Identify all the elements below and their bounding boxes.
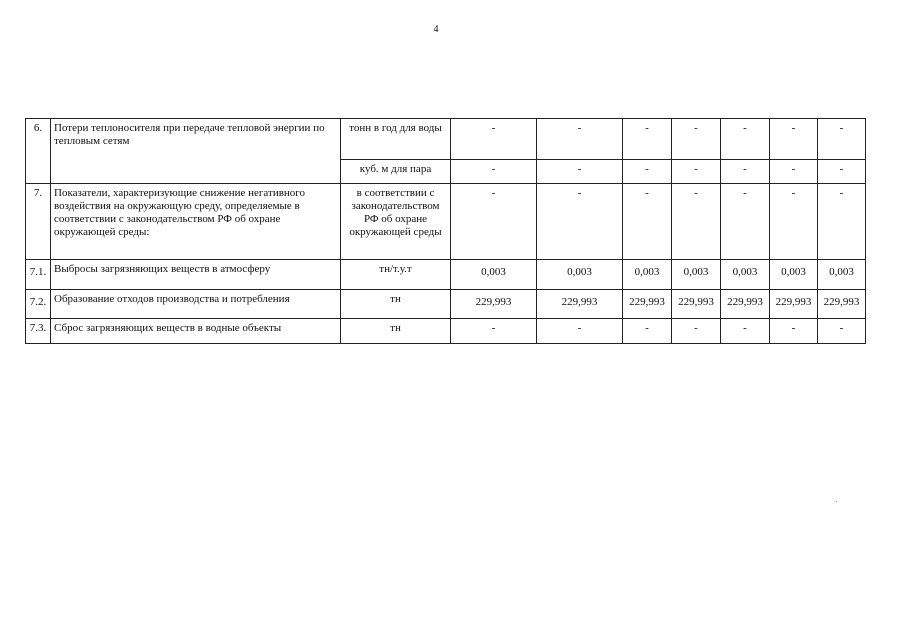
row-number: 6. [26, 119, 51, 184]
value-cell: 0,003 [721, 260, 770, 290]
value-cell: - [770, 119, 818, 160]
value-cell: - [537, 319, 623, 344]
value-cell: - [721, 319, 770, 344]
indicator-name: Показатели, характеризующие снижение негативного воздействия на окружающую среду, определяемые в соответствии с законодательством РФ об охране окружающей среды: [51, 184, 341, 260]
unit-cell: в соответствии с законодательством РФ об охране окружающей среды [341, 184, 451, 260]
value-cell: 0,003 [818, 260, 866, 290]
value-cell: - [672, 184, 721, 260]
scan-speck [836, 501, 837, 502]
unit-cell: тн [341, 290, 451, 319]
indicators-table [25, 118, 866, 344]
value-cell: - [818, 160, 866, 184]
value-cell: 229,993 [721, 290, 770, 319]
value-cell: - [770, 319, 818, 344]
table-row [26, 184, 866, 260]
table-row [26, 319, 866, 344]
unit-cell: тн [341, 319, 451, 344]
value-cell: 0,003 [623, 260, 672, 290]
value-cell: - [818, 319, 866, 344]
row-number: 7. [26, 184, 51, 260]
value-cell: - [623, 184, 672, 260]
value-cell: - [451, 319, 537, 344]
value-cell: - [672, 319, 721, 344]
unit-cell: тонн в год для воды [341, 119, 451, 160]
value-cell: 229,993 [770, 290, 818, 319]
value-cell: - [623, 119, 672, 160]
value-cell: - [672, 119, 721, 160]
indicator-name: Образование отходов производства и потребления [51, 290, 341, 319]
value-cell: 229,993 [537, 290, 623, 319]
row-number: 7.2. [26, 290, 51, 319]
value-cell: - [770, 184, 818, 260]
value-cell: - [770, 160, 818, 184]
value-cell: 0,003 [451, 260, 537, 290]
page-number: 4 [433, 24, 439, 35]
value-cell: - [623, 160, 672, 184]
indicator-name: Сброс загрязняющих веществ в водные объекты [51, 319, 341, 344]
value-cell: - [451, 119, 537, 160]
value-cell: - [721, 184, 770, 260]
value-cell: 0,003 [537, 260, 623, 290]
value-cell: - [672, 160, 721, 184]
table-row [26, 119, 866, 160]
value-cell: - [537, 160, 623, 184]
value-cell: 229,993 [818, 290, 866, 319]
value-cell: 0,003 [672, 260, 721, 290]
value-cell: 229,993 [623, 290, 672, 319]
row-number: 7.3. [26, 319, 51, 344]
value-cell: - [818, 119, 866, 160]
value-cell: 0,003 [770, 260, 818, 290]
value-cell: - [721, 160, 770, 184]
value-cell: - [451, 160, 537, 184]
value-cell: - [623, 319, 672, 344]
value-cell: 229,993 [451, 290, 537, 319]
value-cell: - [537, 184, 623, 260]
value-cell: - [451, 184, 537, 260]
table-row [26, 260, 866, 290]
value-cell: 229,993 [672, 290, 721, 319]
indicator-name: Выбросы загрязняющих веществ в атмосферу [51, 260, 341, 290]
unit-cell: куб. м для пара [341, 160, 451, 184]
value-cell: - [818, 184, 866, 260]
value-cell: - [721, 119, 770, 160]
unit-cell: тн/т.у.т [341, 260, 451, 290]
table-row [26, 290, 866, 319]
value-cell: - [537, 119, 623, 160]
indicator-name: Потери теплоносителя при передаче тепловой энергии по тепловым сетям [51, 119, 341, 184]
row-number: 7.1. [26, 260, 51, 290]
